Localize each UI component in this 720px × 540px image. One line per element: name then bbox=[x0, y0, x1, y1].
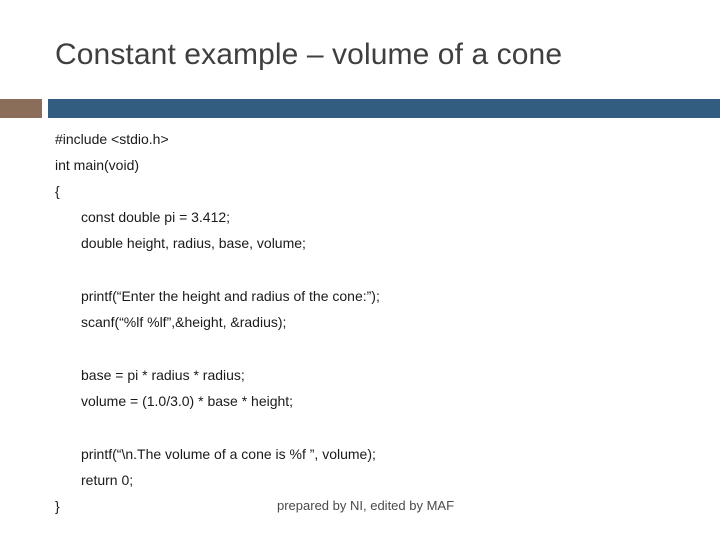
code-line: int main(void) bbox=[55, 157, 140, 173]
slide-title: Constant example – volume of a cone bbox=[55, 38, 563, 71]
code-line: } bbox=[55, 498, 60, 514]
code-line: const double pi = 3.412; bbox=[81, 209, 231, 225]
code-line: scanf(“%lf %lf”,&height, &radius); bbox=[81, 314, 287, 330]
code-line: #include <stdio.h> bbox=[55, 131, 169, 147]
code-line: volume = (1.0/3.0) * base * height; bbox=[81, 393, 294, 409]
code-line: { bbox=[55, 183, 60, 199]
slide-footer: prepared by NI, edited by MAF bbox=[277, 498, 455, 513]
code-line: printf(“Enter the height and radius of the cone:”); bbox=[81, 288, 380, 304]
code-line: return 0; bbox=[81, 472, 134, 488]
code-line: base = pi * radius * radius; bbox=[81, 367, 245, 383]
accent-bar-right bbox=[48, 99, 720, 118]
code-line: printf(“\n.The volume of a cone is %f ”, volume); bbox=[81, 446, 376, 462]
code-line: double height, radius, base, volume; bbox=[81, 235, 306, 251]
accent-bar-left bbox=[0, 99, 42, 118]
